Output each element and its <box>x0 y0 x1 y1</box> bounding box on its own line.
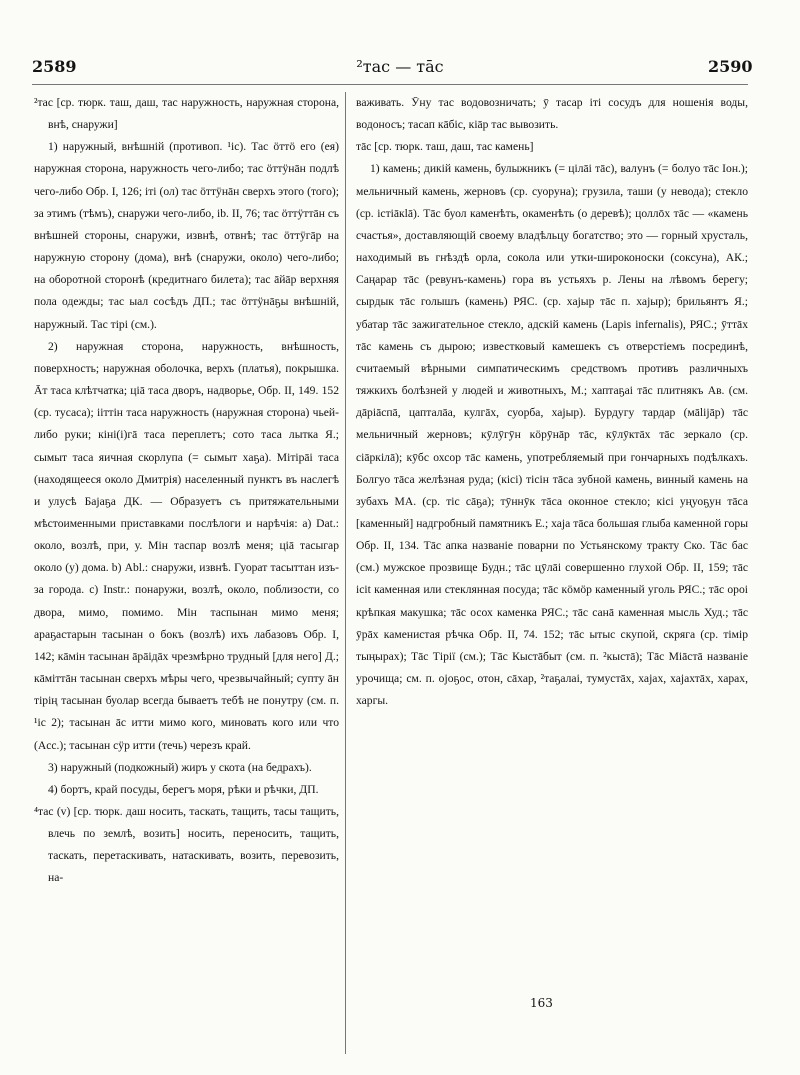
entry-taas-heading: тāс [ср. тюрк. таш, даш, тас камень] <box>356 140 534 154</box>
page-number-left: 2589 <box>32 57 77 76</box>
page-number-right: 2590 <box>708 57 753 76</box>
entry-tas-4: ⁴тас (v) [ср. тюрк. даш носить, таскать, тащить, тасы тащить, влечь по землѣ, возить] носить, переносить, тащить, таскать, перетаскивать, натаскивать, возить, перевозить, на- <box>34 805 339 885</box>
printer-signature: 163 <box>530 996 553 1010</box>
entry-tas-2-sense-1: 1) наружный, внѣшній (противоп. ¹іс). Тас öттö его (ея) наружная сторона, наружность чего-либо; тас öттÿнāн подлѣ чего-либо Обр. I, 126; іті (ол) тас öттÿнāн сверхъ этого (того); за этимъ (тѣмъ), снаружи чего-либо, ib. II, 76; тас öттÿттāн съ внѣшней стороны, снаружи, извнѣ, отвнѣ; тас öттÿгāр на наружную сторону (дома), внѣ (снаружи, около) чего-либо; на оборотной сторонѣ (кредитнаго билета); тас āйāр верхняя пола одежды; тас ыал сосѣдъ ДП.; тас öттÿнāҕы внѣшній, наружный. Тас тірі (см.). <box>34 140 339 331</box>
entry-taas-sense-1: 1) камень; дикій камень, булыжникъ (= цілāі тāс), валунъ (= болуо тāс Іон.); мельничный камень, жерновъ (ср. суоруна); грузила, таши (у невода); стекло (ср. істіāкlā). Тāс буол каменѣть, окаменѣть (о деревѣ); цоллōх тāс — «камень счастья», доставляющій своему владѣльцу богатство; это — горный хрусталь, находимый въ гнѣздѣ орла, сокола или утки-широконоски (соксуна), АК.; Саңарар тāс (ревунъ-камень) гора въ устьяхъ р. Лены на лѣвомъ берегу; сырдык тāс голышъ (камень) РЯС. (ср. хаjыр тāс п. хаjыр); брильянтъ Я.; убатар тāс зажигательное стекло, адскій камень (Lapis infernalis), РЯС.; ӯттāх тāс камень съ дырою; известковый камешекъ съ отверстіемъ посрединѣ, считаемый вѣрными симпатическимъ средствомъ противъ различныхъ тяжкихъ болѣзней у людей и животныхъ, М.; хаптаҕаі тāс плитнякъ Ав. (см. дāріāспā, цапталāа, кулгāх, суорба, хаjыр). Бурдугу тардар (мālijāр) тāс мельничный жерновъ; кӯлӯгӯн кӧрӯнāр тāс, кӯлӯктāх тāс зеркало (ср. сіāркілā); кӯбс охсор тāс камень, употребляемый при гончарныхъ подѣлкахъ. Болгуо тāса желѣзная руда; (кісі) тісін тāса зубной камень, винный камень на зубахъ МА. (ср. тіс сāҕа); тӯннӯк тāса оконное стекло; кісі уңуоҕун тāса [каменный] надгробный памятникъ Е.; хаjа тāса большая глыба каменной горы Обр. II, 134. Тāс апка названіе поварни по Устьянскому тракту Ско. Тāс бас (см.) мужское прозвище Будн.; тāс цӯлāі совершенно глухой Обр. II, 159; тāс іcit каменная или стеклянная посуда; тāс кӧмӧр каменный уголь РЯС.; тāс ороі крѣпкая макушка; тāс осох каменка РЯС.; тāс санā каменная мысль Худ.; тāс ӯрāх каменистая рѣчка Обр. II, 74. 152; тāс ытыс скупой, скряга (ср. тімір тыңырах); Тāс Тірії (см.); Тāс Кыстāбыт (см. п. ²кыстā); Тāс Міāстā названіе урочища; см. п. оjоҕос, отон, сāхар, ²таҕалаі, тумустāх, хаjах, хаjахтāх, харах, харгы. <box>356 162 748 708</box>
header-rule <box>32 84 748 85</box>
entry-tas-2-sense-4: 4) бортъ, край посуды, берегъ моря, рѣки и рѣчки, ДП. <box>48 782 319 796</box>
column-divider <box>345 92 346 1054</box>
entry-tas-4-continued: важивать. Ӯну тас водовозничать; ӯ тасар іті сосудъ для ношенія воды, водоносъ; тасап кāбіс, кіāр тас вывозить. <box>356 96 748 132</box>
right-column <box>356 92 748 1054</box>
left-column <box>34 92 339 1054</box>
entry-tas-2-heading: ²тас [ср. тюрк. таш, даш, тас наружность, наружная сторона, внѣ, снаружи] <box>34 96 339 132</box>
entry-tas-2-sense-3: 3) наружный (подкожный) жиръ у скота (на бедрахъ). <box>48 760 312 774</box>
running-head: ²тас — тāс <box>356 57 444 76</box>
entry-tas-2-sense-2: 2) наружная сторона, наружность, внѣшность, поверхность; наружная оболочка, верхъ (платья), покрышка. Āт таса клѣтчатка; ціā таса дворъ, надворье, Обр. II, 149. 152 (ср. тусаса); ііттін таса наружность (наружная сторона) чьей-либо руки; кіні(і)гā таса переплетъ; сото таса лытка Я.; сымыт таса яичная скорлупа (= сымыт хаҕа). Мітірāі таса (находящееся около Дмитрія) населенный пунктъ въ наслегѣ и улусѣ Баjаҕа ДК. — Образуетъ съ притяжательными мѣстоименными приставками послѣлоги и нарѣчія: a) Dat.: около, возлѣ, при, у. Мін таспар возлѣ меня; ціā тасыгар около (у) дома. b) Abl.: снаружи, извнѣ. Гуорат тасыттан изъ-за города. c) Instr.: понаружи, возлѣ, около, поблизости, со двора, мимо, помимо. Мін таспынан мимо меня; араҕастарын тасынан о бокъ (возлѣ) ихъ лабазовъ Обр. I, 142; кāмін тасынан āрāідāх чрезмѣрно трудный [для него] Д.; кāміттāн тасынан сверхъ мѣры чего, чрезвычайный; супту āн тірің тасынан буолар всегда бываетъ тебѣ не понутру (см. п. ¹іс 2); тасынан āс итти мимо кого, миновать кого или что (Acc.); тасынан сÿр итти (течь) черезъ край. <box>34 339 339 752</box>
